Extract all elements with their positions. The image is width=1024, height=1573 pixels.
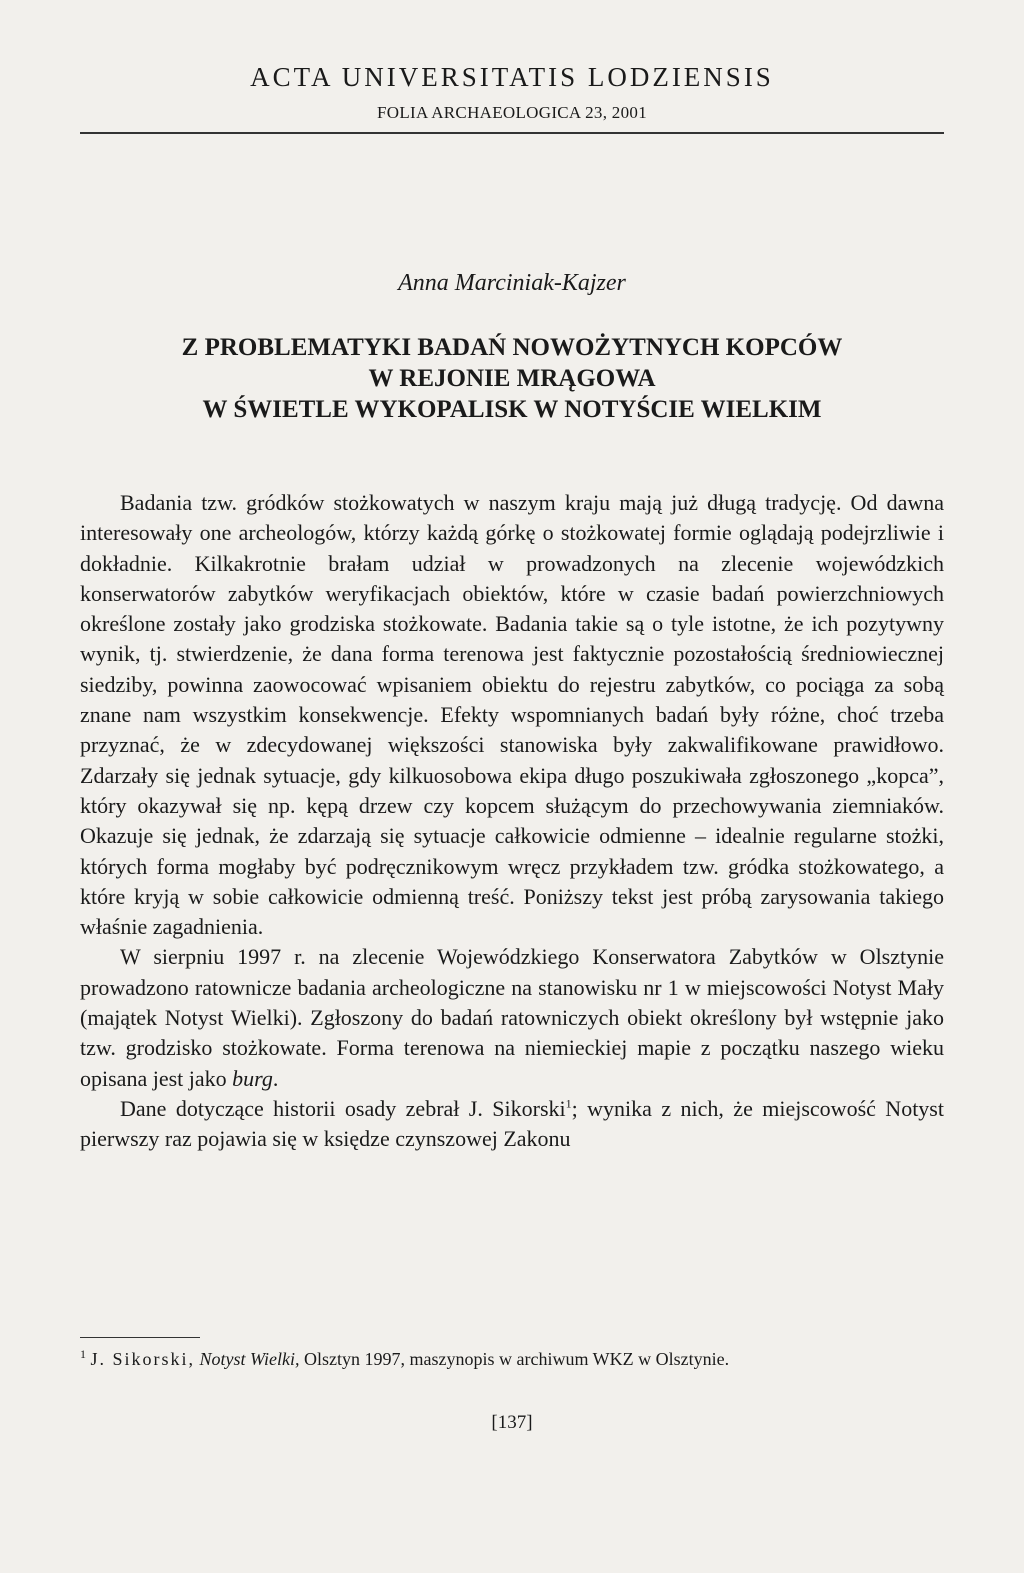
paragraph-text: W sierpniu 1997 r. na zlecenie Wojewódzkiego Konserwatora Zabytków w Olsztynie prowadzono ratownicze badania archeologiczne na stanowisku nr 1 w miejscowości Notyst Mały (majątek Notyst Wielki). Zgłoszony do badań ratowniczych obiekt określony był wstępnie jako tzw. grodzisko stożkowate. Forma terenowa na niemieckiej mapie z początku naszego wieku opisana jest jako [80,944,944,1091]
journal-series: FOLIA ARCHAEOLOGICA 23, 2001 [376,103,648,122]
article-title-line: W REJONIE MRĄGOWA [368,365,656,392]
header-divider [80,132,944,134]
footnote-details: Olsztyn 1997, maszynopis w archiwum WKZ w Olsztynie. [304,1349,730,1369]
article-author: Anna Marciniak-Kajzer [398,270,626,296]
italic-term: burg [232,1065,273,1091]
journal-title: ACTA UNIVERSITATIS LODZIENSIS [250,62,774,92]
footnote-work: Notyst Wielki, [199,1349,300,1369]
body-paragraph: Badania tzw. gródków stożkowatych w naszym kraju mają już długą tradycję. Od dawna interesowały one archeologów, którzy każdą górkę o stożkowatej formie oglądają podejrzliwie i dokładnie. Kilkakrotnie brałam udział w prowadzonych na zlecenie wojewódzkich konserwatorów zabytków weryfikacjach obiektów, które w czasie badań powierzchniowych określone zostały jako grodziska stożkowate. Badania takie są o tyle istotne, że ich pozytywny wynik, tj. stwierdzenie, że dana forma terenowa jest faktycznie pozostałością średniowiecznej siedziby, powinna zaowocować wpisaniem obiektu do rejestru zabytków, co pociąga za sobą znane nam wszystkim konsekwencje. Efekty wspomnianych badań były różne, choć trzeba przyznać, że w zdecydowanej większości stanowiska były zakwalifikowane prawidłowo. Zdarzały się jednak sytuacje, gdy kilkuosobowa ekipa długo poszukiwała zgłoszonego „kopca”, który okazywał się np. kępą drzew czy kopcem służącym do przechowywania ziemniaków. Okazuje się jednak, że zdarzają się sytuacje całkowicie odmienne – idealnie regularne stożki, których forma mogłaby być podręcznikowym wręcz przykładem tzw. gródka stożkowatego, a które kryją w sobie całkowicie odmienną treść. Poniższy tekst jest próbą zarysowania takiego właśnie zagadnienia. [80,490,944,940]
page-number: [137] [491,1412,533,1433]
article-title-line: Z PROBLEMATYKI BADAŃ NOWOŻYTNYCH KOPCÓW [181,334,843,361]
article-title-line: W ŚWIETLE WYKOPALISK W NOTYŚCIE WIELKIM [202,396,822,423]
footnote-ref[interactable]: 1 [565,1096,572,1111]
article-body [80,488,944,1155]
body-paragraph [80,942,944,1093]
footnote [80,1349,944,1370]
paragraph-text: Dane dotyczące historii osady zebrał J. Sikorski [120,1095,566,1121]
paragraph-text: ; wynika z nich, że miejscowość Notyst pierwszy raz pojawia się w księdze czynszowej Zakonu [80,1095,944,1152]
body-paragraph [80,1094,944,1155]
article-title [0,332,1024,425]
footnote-divider [80,1337,200,1338]
paragraph-text: . [272,1065,279,1091]
footnote-author: J. Sikorski, [90,1349,196,1369]
footnote-marker: 1 [80,1347,86,1361]
